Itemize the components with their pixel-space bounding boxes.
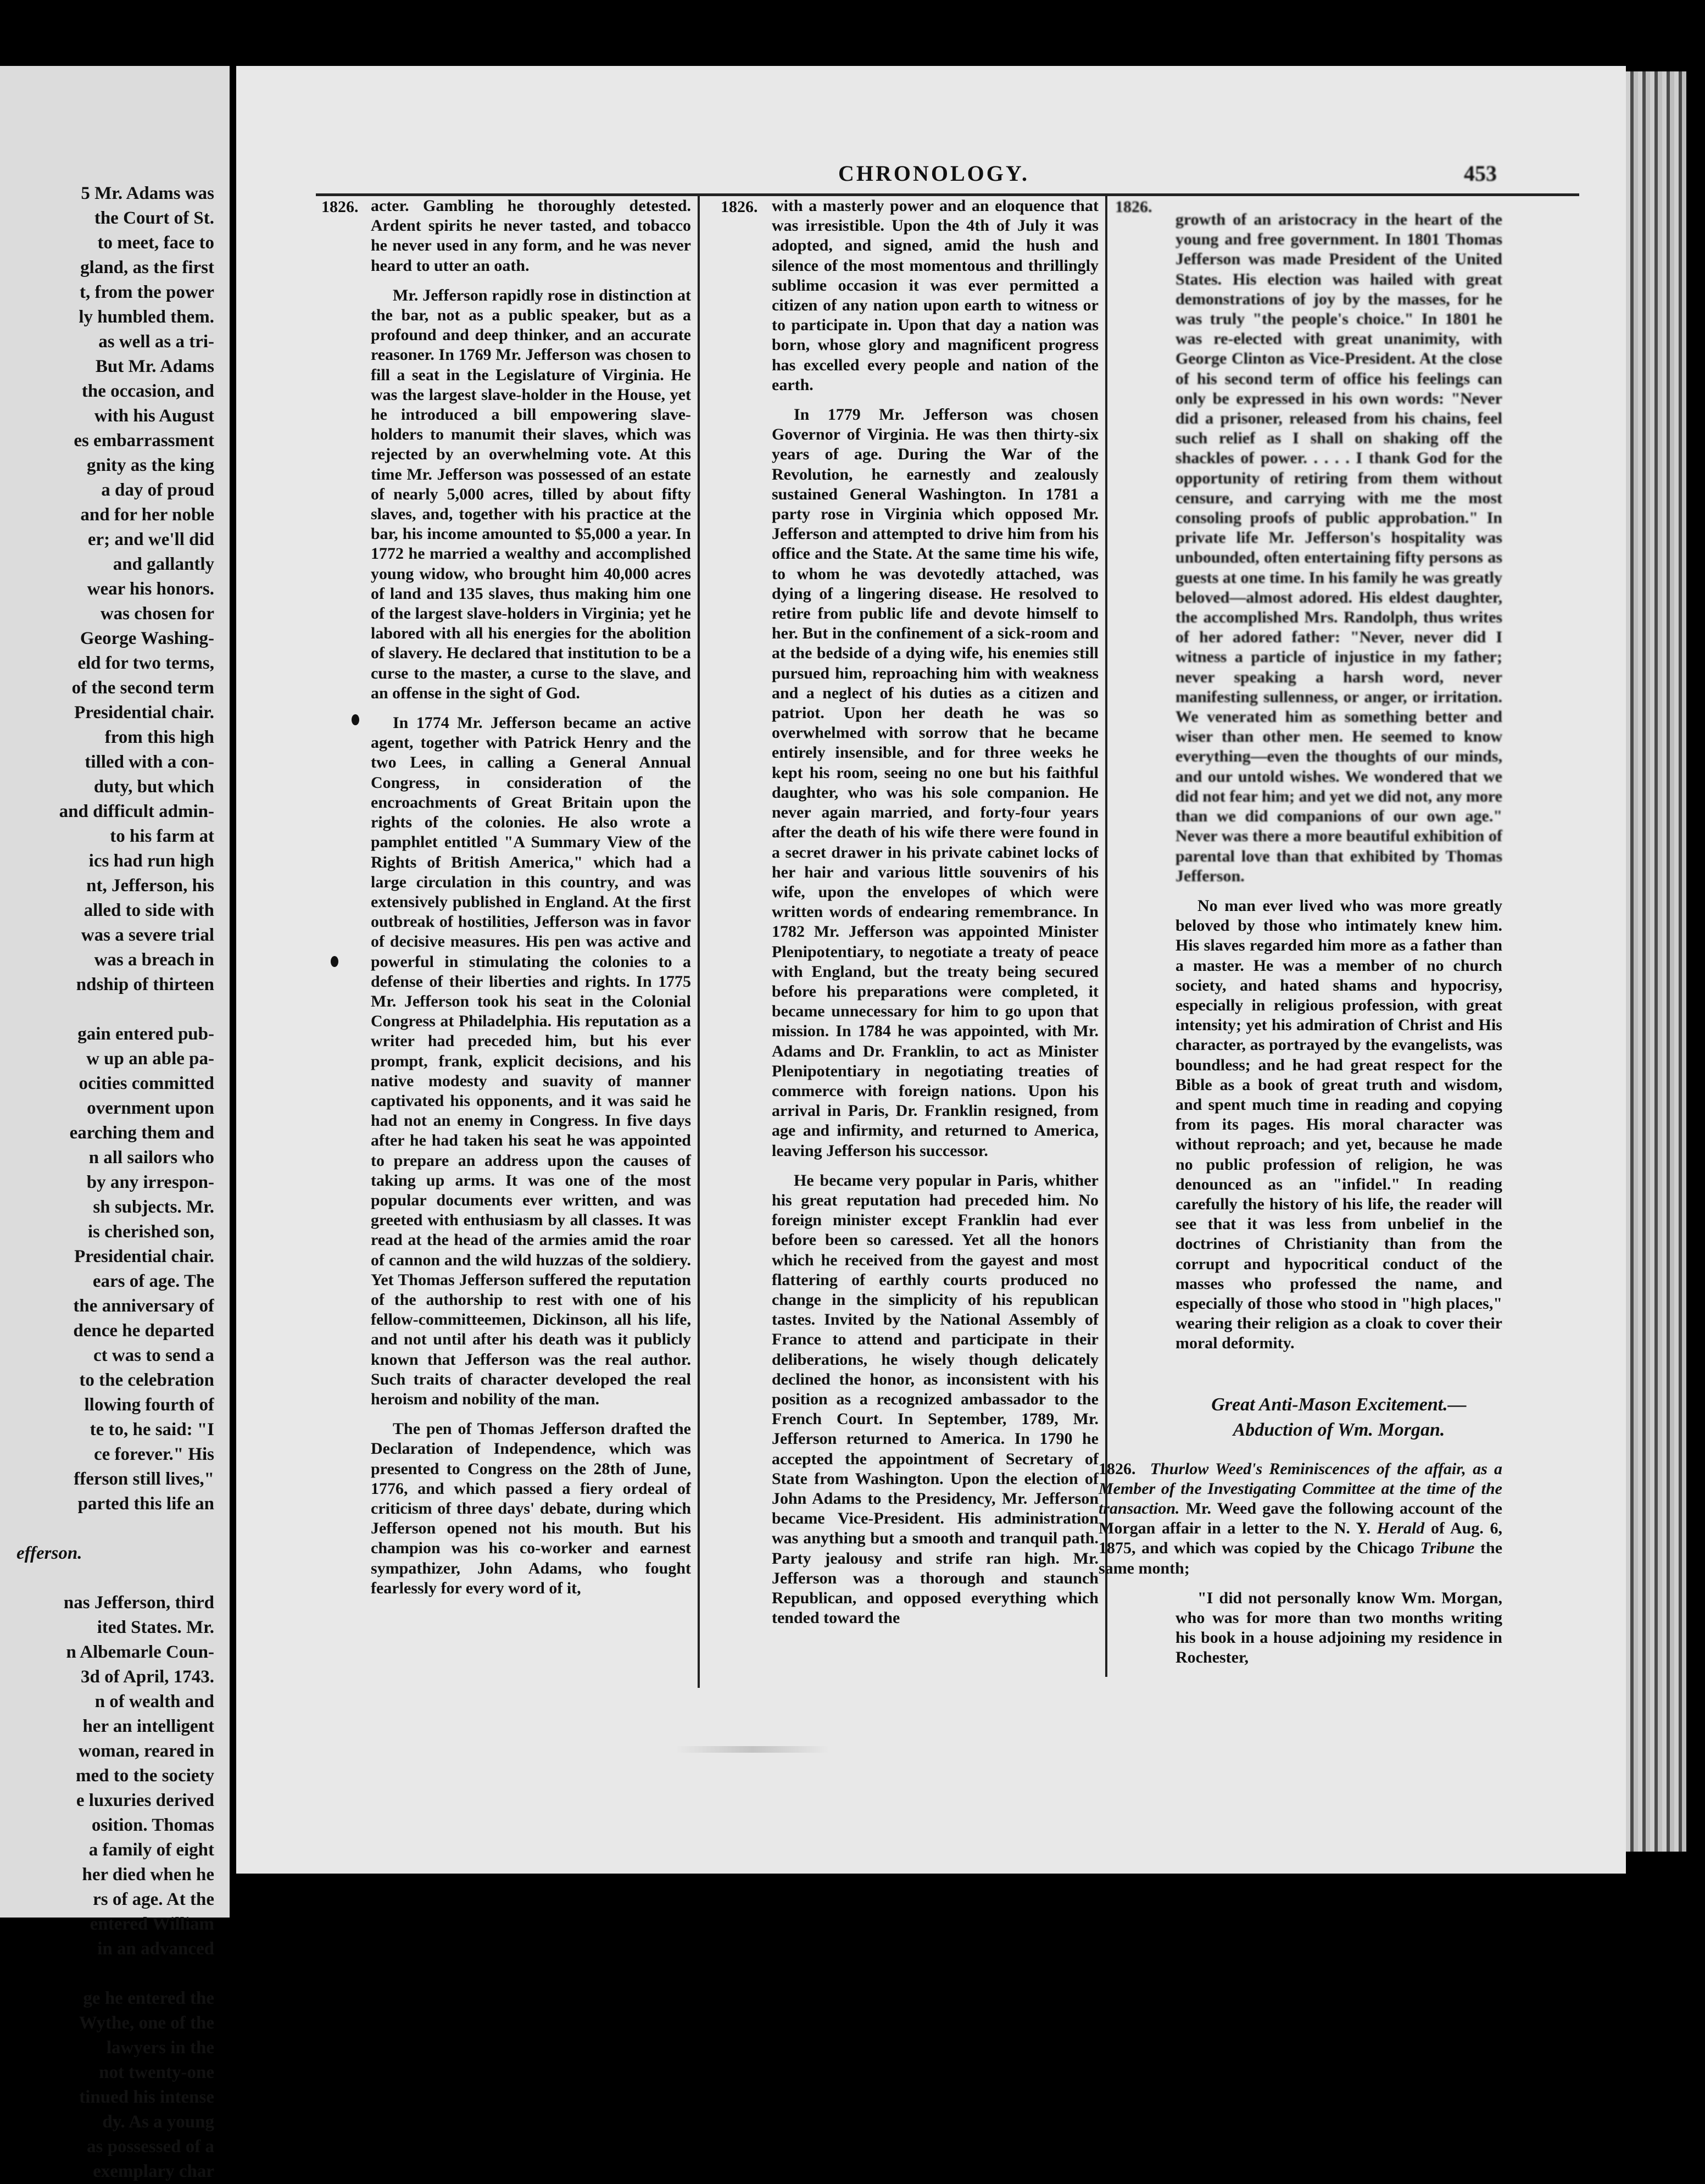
left-page-line: the Court of St. [94, 208, 214, 228]
left-page-line: the occasion, and [81, 381, 214, 401]
left-page-line: ct was to send a [93, 1346, 214, 1365]
left-page-line: ears of age. The [92, 1271, 214, 1291]
paragraph: No man ever lived who was more greatly beloved by those who intimately knew him. His slaves regarded him more as a father than a master. He was a member of no church society, and hated shams and hypocrisy, especially in religious profession, with great intensity; yet his admiration of Christ and His character, as portrayed by the evangelists, was boundless; and he had great respect for the Bible as a book of great truth and wisdom, and spent much time in reading and copying from its pages. His moral character was without reproach; and yet, because he made no public profession of religion, he was denounced as an "infidel." In reading carefully the history of his life, the reader will see that it was less from unbelief in the doctrines of Christianity than from the corrupt and hypocritical conduct of the masses who professed the name, and especially of those who stood in "high places," wearing their religion as a cloak to cover their moral deformity. [1175, 896, 1502, 1353]
left-page-line: sh subjects. Mr. [93, 1197, 214, 1217]
left-page-line: not twenty-one [99, 2063, 214, 2082]
left-page-line: the anniversary of [73, 1296, 214, 1316]
left-page-line: t, from the power [80, 282, 214, 302]
ink-spot [331, 956, 338, 967]
chronology-entry [1099, 1459, 1502, 1579]
paragraph: growth of an aristocracy in the heart of the young and free government. In 1801 Thomas Jefferson was made President of the United States. His election was hailed with great demonstrations of joy by the masses, for he was truly "the people's choice." In 1801 he was re-elected with great unanimity, with George Clinton as Vice-President. At the close of his second term of office his feelings can only be expressed in his own words: "Never did a prisoner, released from his chains, feel such relief as I shall on shaking off the shackles of power. . . . . I thank God for the opportunity of retiring from them without censure, and carrying with me the most consoling proofs of public approbation." In private life Mr. Jefferson's hospitality was unbounded, often entertaining fifty persons as guests at one time. In his family he was greatly beloved—almost adored. His eldest daughter, the accomplished Mrs. Randolph, thus writes of her adored father: "Never, never did I witness a particle of injustice in my father; never speaking a harsh word, never manifesting sullenness, or anger, or irritation. We venerated him as something better and wiser than other men. He seemed to know everything—even the thoughts of our minds, and our untold wishes. We wondered that we did not fear him; and yet we did not, any more than we did companions of our own age." Never was there a more beautiful exhibition of parental love than that exhibited by Thomas Jefferson. [1175, 210, 1502, 885]
left-page-line: ly humbled them. [79, 307, 214, 327]
left-page-line: ited States. Mr. [97, 1618, 214, 1637]
left-page-line: as possessed of a [87, 2137, 214, 2157]
left-page-line: entered William [90, 1914, 214, 1934]
left-page-line: n of wealth and [94, 1692, 214, 1711]
left-page-line: a family of eight [88, 1840, 214, 1860]
left-page-line: Presidential chair. [74, 703, 214, 723]
section-heading [1175, 1392, 1502, 1443]
entry-year: 1826. [1099, 1459, 1136, 1478]
left-page-line: n all sailors who [88, 1148, 214, 1168]
section-heading-line: Abduction of Wm. Morgan. [1233, 1419, 1445, 1440]
left-page-line: med to the society [75, 1766, 214, 1786]
year-label-col3: 1826. [1115, 198, 1152, 216]
left-page-line: ocities committed [79, 1074, 214, 1093]
left-page-line: a day of proud [101, 480, 214, 500]
left-page-line: to meet, face to [97, 233, 214, 253]
left-page-line: in an advanced [97, 1939, 214, 1959]
smudge [676, 1746, 829, 1753]
paragraph: In 1774 Mr. Jefferson became an active agent, together with Patrick Henry and the two Lees, in calling a General Annual Congress, in consideration of the encroachments of Great Britain upon the rights of the colonies. He also wrote a pamphlet entitled "A Summary View of the Rights of British America," which had a large circulation in this country, and was extensively published in England. At the first outbreak of hostilities, Jefferson was in favor of decisive measures. His pen was active and powerful in stimulating the colonies to a defense of their liberties and rights. In 1775 Mr. Jefferson took his seat in the Colonial Congress at Philadelphia. His reputation as a writer had preceded him, but his ever prompt, frank, explicit decisions, and his native modesty and suavity of manner captivated his opponents, and it was said he had not an enemy in Congress. In five days after he had taken his seat he was appointed to prepare an address upon the causes of taking up arms. It was one of the most popular documents ever written, and was greeted with enthusiasm by all classes. It was read at the head of the armies amid the roar of cannon and the wild huzzas of the soldiery. Yet Thomas Jefferson suffered the reputation of the authorship to rest with one of his fellow-committeemen, Dickinson, all his life, and not until after his death was it publicly known that Jefferson was the real author. Such traits of character developed the real heroism and nobility of the man. [371, 714, 691, 1408]
left-page-line: But Mr. Adams [95, 357, 214, 376]
paragraph: In 1779 Mr. Jefferson was chosen Governor of Virginia. He was then thirty-six years of age. During the War of the Revolution, he earnestly and zealously sustained General Washington. In 1781 a party rose in Virginia which opposed Mr. Jefferson and attempted to drive him from his office and the State. At the same time his wife, to whom he was devotedly attached, was dying of a lingering disease. He resolved to retire from public life and devote himself to her. But in the confinement of a sick-room and at the bedside of a dying wife, his enemies still pursued him, reproaching him with weakness and a neglect of his duties as a citizen and patriot. Upon her death he was so overwhelmed with sorrow that he became entirely insensible, and for three weeks he kept his room, seeing no one but his faithful daughter, who was his sole companion. He never again married, and forty-four years after the death of his wife there were found in a secret drawer in his private cabinet locks of her hair and various little souvenirs of his wife, upon the envelopes of which were written words of endearing remembrance. In 1782 Mr. Jefferson was appointed Minister Plenipotentiary, to negotiate a treaty of peace with England, but the treaty being secured before his preparations were completed, it became unnecessary for him to go upon that mission. In 1784 he was appointed, with Mr. Adams and Dr. Franklin, to act as Minister Plenipotentiary in negotiating treaties of commerce with foreign nations. Upon his arrival in Paris, Dr. Franklin resigned, from age and infirmity, and returned to America, leaving Jefferson his successor. [772, 405, 1099, 1160]
paragraph: acter. Gambling he thoroughly detested. Ardent spirits he never tasted, and tobacco he never used in any form, and he was never heard to utter an oath. [371, 197, 691, 275]
left-page-line: Presidential chair. [74, 1247, 214, 1266]
left-page-line: er; and we'll did [87, 530, 214, 549]
left-page-line: was chosen for [100, 604, 214, 624]
left-page-text-fragments [0, 181, 214, 2184]
left-page-line: to the celebration [79, 1370, 214, 1390]
left-page-line: her an intelligent [82, 1716, 214, 1736]
left-page-line: is cherished son, [87, 1222, 214, 1242]
page-edges [1626, 71, 1686, 1852]
left-page-line: e luxuries derived [76, 1791, 214, 1810]
newspaper-name: Tribune [1420, 1539, 1475, 1558]
left-page-line: gain entered pub- [77, 1024, 214, 1044]
left-page-line: to his farm at [110, 826, 214, 846]
left-page-line [0, 1566, 214, 1591]
section-heading-line: Great Anti-Mason Excitement.— [1211, 1394, 1467, 1415]
left-page-line: duty, but which [93, 777, 214, 797]
left-page-line: ics had run high [88, 851, 214, 871]
paragraph: Mr. Jefferson rapidly rose in distinction at the bar, not as a public speaker, but as a profound and deep thinker, and an accurate reasoner. In 1769 Mr. Jefferson was chosen to fill a seat in the Legislature of Virginia. He was the largest slave-holder in the House, yet he introduced a bill empowering slave-holders to manumit their slaves, which was rejected by an overwhelming vote. At this time Mr. Jefferson was possessed of an estate of nearly 5,000 acres, tilled by about fifty slaves, and, together with his practice at the bar, his income amounted to $5,000 a year. In 1772 he married a wealthy and accomplished young widow, who brought him 40,000 acres of land and 135 slaves, thus making him one of the largest slave-holders in Virginia; yet he labored with all his energies for the abolition of slavery. He declared that institution to be a curse to the master, a curse to the slave, and an offense in the sight of God. [371, 286, 691, 702]
quotation: "I did not personally know Wm. Morgan, who was for more than two months writing his book in a house adjoining my residence in Rochester, [1175, 1588, 1502, 1667]
left-page-line: and for her noble [80, 505, 214, 525]
left-page-line: dence he departed [73, 1321, 214, 1341]
text-column-2 [772, 196, 1099, 1628]
left-page-line: efferson. [16, 1543, 82, 1563]
adjacent-left-page [0, 66, 230, 2181]
left-page-line: fferson still lives," [74, 1469, 214, 1489]
left-page-line: George Washing- [80, 629, 214, 648]
left-page-line [0, 1961, 214, 1986]
paragraph: with a masterly power and an eloquence that was irresistible. Upon the 4th of July it was adopted, and signed, amid the hush and silence of the most momentous and thrillingly sublime occasion it was ever permitted a citizen of any nation upon earth to witness or to participate in. Upon that day a nation was born, whose glory and magnificent progress has excelled every people and nation of the earth. [772, 197, 1099, 394]
left-page-line: nt, Jefferson, his [86, 876, 214, 896]
left-page-line: lawyers in the [106, 2038, 214, 2058]
year-label-col1: 1826. [321, 198, 359, 216]
left-page-line: Wythe, one of the [79, 2013, 214, 2033]
entry-text: the same month; [1099, 1539, 1503, 1577]
entry-text: of Aug. 6, 1875, and which was copied by the Chicago [1099, 1519, 1502, 1558]
left-page-line: parted this life an [77, 1494, 214, 1514]
paragraph: He became very popular in Paris, whither his great reputation had preceded him. No foreign minister except Franklin had ever before been so caressed. Yet all the honors which he received from the gayest and most flattering of earthly courts produced no change in the simplicity of his republican tastes. Invited by the National Assembly of France to attend and participate in their deliberations, he wisely though delicately declined the honor, as inconsistent with his position as a recognized ambassador to the French Court. In September, 1789, Mr. Jefferson returned to America. In 1790 he accepted the appointment of Secretary of State from Washington. Upon the election of John Adams to the Presidency, Mr. Jefferson became Vice-President. His administration was anything but a smooth and tranquil path. Party jealousy and strife ran high. Mr. Jefferson was a thorough and staunch Republican, and opposed everything which tended toward the [772, 1171, 1099, 1627]
left-page-line: wear his honors. [87, 579, 214, 599]
ink-spot [352, 714, 359, 725]
left-page-line: tinued his intense [79, 2087, 214, 2107]
left-page-line: ndship of thirteen [76, 975, 214, 994]
left-page-line: ge he entered the [83, 1988, 214, 2008]
left-page-line [0, 1516, 214, 1541]
left-page-line: of the second term [71, 678, 214, 698]
year-label-col2: 1826. [721, 198, 758, 216]
left-page-line: from this high [104, 727, 214, 747]
left-page-line: was a severe trial [81, 925, 214, 945]
left-page-line: w up an able pa- [86, 1049, 214, 1069]
left-page-line: earching them and [69, 1123, 214, 1143]
newspaper-name: Herald [1377, 1519, 1425, 1538]
paragraph: The pen of Thomas Jefferson drafted the Declaration of Independence, which was presented to Congress on the 28th of June, 1776, and which passed a fiery ordeal of criticism of three days' debate, during which Jefferson opened not his mouth. But his champion was his co-worker and earnest sympathizer, John Adams, who fought fearlessly for every word of it, [371, 1420, 691, 1597]
left-page-line: was a breach in [94, 950, 214, 970]
left-page-line: ce forever." His [94, 1444, 214, 1464]
left-page-line: es embarrassment [74, 431, 214, 451]
left-page-line: te to, he said: "I [90, 1420, 214, 1440]
left-page-line: osition. Thomas [91, 1815, 214, 1835]
left-page-line: exemplary char [93, 2161, 214, 2181]
left-page-line: nas Jefferson, third [63, 1593, 214, 1613]
entry-text: Mr. Weed gave the following account of the Morgan affair in a letter to the N. Y. [1099, 1499, 1502, 1538]
text-column-3 [1099, 210, 1503, 1668]
left-page-line: gland, as the first [80, 258, 214, 277]
left-page-line: alled to side with [83, 901, 214, 920]
left-page-line: with his August [94, 406, 214, 426]
left-page-line: by any irrespon- [86, 1172, 214, 1192]
left-page-line: eld for two terms, [77, 653, 214, 673]
running-head: CHRONOLOGY. [838, 161, 1030, 186]
page-number: 453 [1464, 161, 1497, 186]
left-page-line: and difficult admin- [59, 802, 214, 821]
left-page-line: woman, reared in [78, 1741, 214, 1761]
left-page-line: as well as a tri- [98, 332, 214, 352]
left-page-line: dy. As a young [102, 2112, 214, 2132]
left-page-line: and gallantly [113, 554, 214, 574]
column-rule-1 [698, 193, 700, 1688]
left-page-line: tilled with a con- [85, 752, 214, 772]
text-column-1 [371, 196, 691, 1598]
left-page-line: gnity as the king [87, 455, 214, 475]
left-page-line: llowing fourth of [84, 1395, 214, 1415]
left-page-line: her died when he [82, 1865, 214, 1885]
left-page-line: 3d of April, 1743. [81, 1667, 214, 1687]
left-page-line: rs of age. At the [93, 1890, 214, 1909]
left-page-line: overnment upon [87, 1098, 214, 1118]
left-page-line [0, 997, 214, 1022]
column-rule-2 [1105, 193, 1107, 1677]
entry-title: Thurlow Weed's Reminiscences of the affair, as a Member of the Investigating Committee at the time of the transaction. [1099, 1459, 1502, 1518]
left-page-line: 5 Mr. Adams was [81, 184, 214, 203]
left-page-line: n Albemarle Coun- [66, 1642, 214, 1662]
